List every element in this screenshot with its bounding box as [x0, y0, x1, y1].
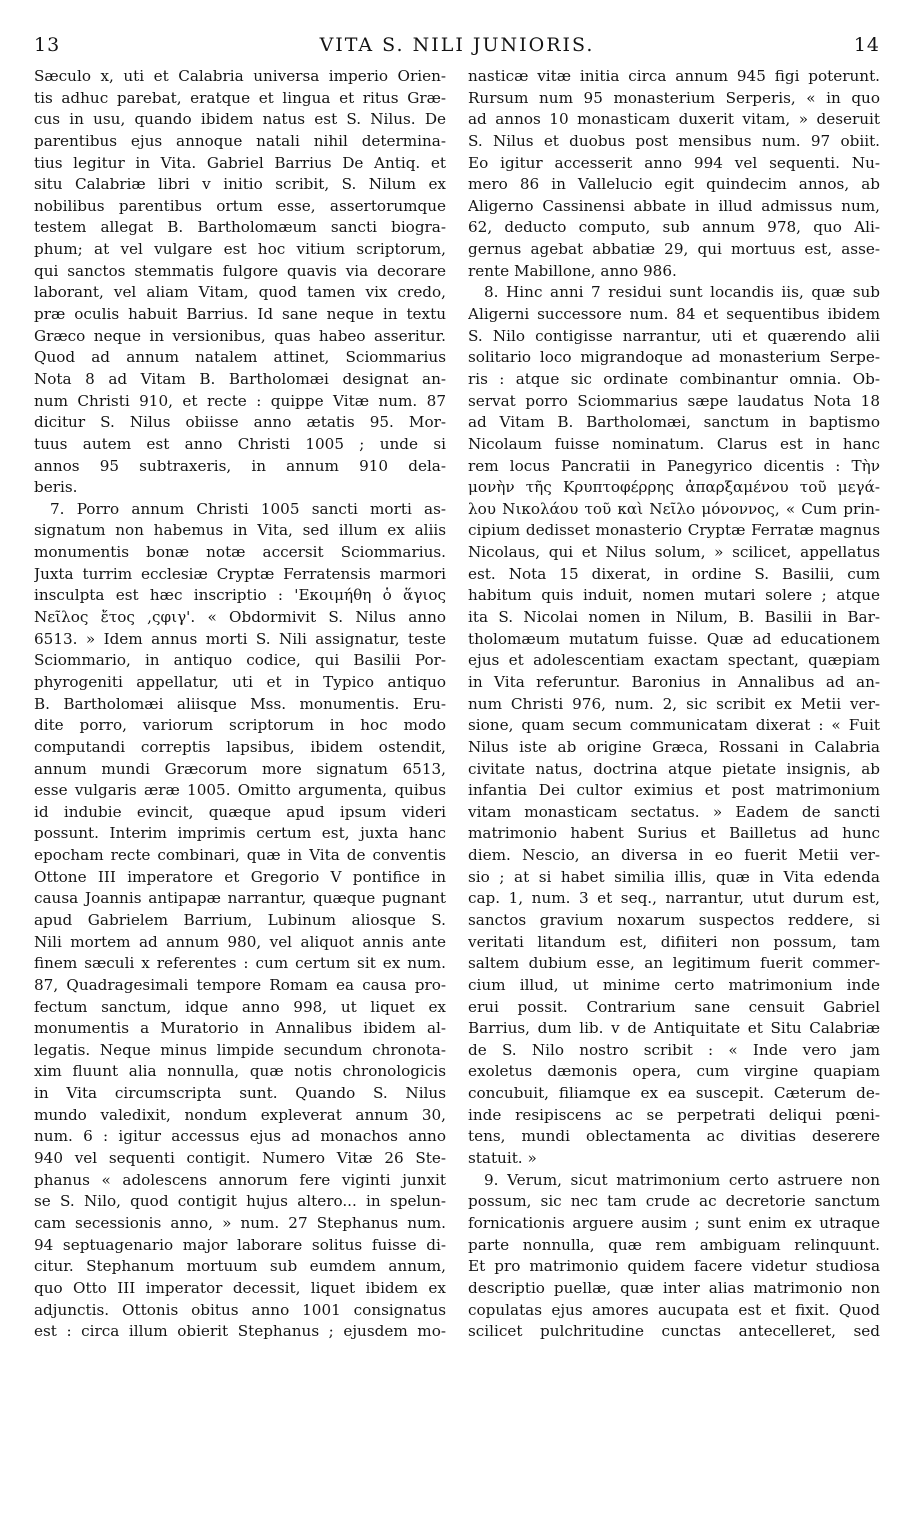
text-line: 940 vel sequenti contigit. Numero Vitæ 26 Ste- — [34, 1149, 446, 1168]
text-line: servat porro Sciommarius sæpe laudatus Nota 18 — [468, 391, 880, 410]
text-line: phyrogeniti appellatur, uti et in Typico antiquo — [34, 672, 446, 691]
text-line: possum, sic nec tam crude ac decretorie sanctum — [468, 1192, 880, 1211]
text-line: habitum quis induit, nomen mutari solere ; atque — [468, 586, 880, 605]
text-line: ris : atque sic ordinate combinantur omnia. Ob- — [468, 369, 880, 388]
text-line: signatum non habemus in Vita, sed illum ex aliis — [34, 521, 446, 540]
text-line: num Christi 976, num. 2, sic scribit ex Metii ver- — [468, 694, 880, 713]
text-line: num. 6 : igitur accessus ejus ad monachos anno — [34, 1127, 446, 1146]
text-line: testem allegat B. Bartholomæum sancti biogra- — [34, 218, 446, 237]
text-line: B. Bartholomæi aliisque Mss. monumentis. Eru- — [34, 694, 446, 713]
text-line: ejus et adolescentiam exactam spectant, quæpiam — [468, 651, 880, 670]
text-line: cipium dedisset monasterio Cryptæ Ferratæ magnus — [468, 521, 880, 540]
text-line: mundo valedixit, nondum expleverat annum 30, — [34, 1105, 446, 1124]
text-line: de S. Nilo nostro scribit : « Inde vero jam — [468, 1040, 880, 1059]
text-line: S. Nilus et duobus post mensibus num. 97 obiit. — [468, 131, 880, 150]
text-line: Nilus iste ab origine Græca, Rossani in Calabria — [468, 737, 880, 756]
text-line: in Vita referuntur. Baronius in Annalibus ad an- — [468, 672, 880, 691]
text-line: beris. — [34, 478, 78, 497]
right-text-column — [468, 66, 880, 1526]
text-line: saltem dubium esse, an legitimum fuerit commer- — [468, 954, 880, 973]
text-line: causa Joannis antipapæ narrantur, quæque pugnant — [34, 889, 446, 908]
text-line: Sæculo x, uti et Calabria universa imperio Orien- — [34, 67, 446, 85]
text-line: est. Nota 15 dixerat, in ordine S. Basilii, cum — [468, 564, 880, 583]
text-line: ad Vitam B. Bartholomæi, sanctum in baptismo — [468, 413, 880, 432]
text-line: legatis. Neque minus limpide secundum chronota- — [34, 1040, 446, 1059]
page-header — [34, 34, 880, 60]
text-line: annum mundi Græcorum more signatum 6513, — [34, 759, 446, 778]
text-line: Græco neque in versionibus, quas habeo asseritur. — [34, 326, 446, 345]
text-line: μονὴν τῆς Κρυπτοφέρρης ἀπαρξαμένου τοῦ μεγά- — [468, 478, 880, 497]
text-line: vitam monasticam sectatus. » Eadem de sancti — [468, 802, 880, 821]
text-line: solitario loco migrandoque ad monasterium Serpe- — [468, 348, 880, 367]
text-line: Barrius, dum lib. v de Antiquitate et Situ Calabriæ — [468, 1019, 880, 1038]
text-line: citur. Stephanum mortuum sub eumdem annum, — [34, 1257, 446, 1276]
text-line: cap. 1, num. 3 et seq., narrantur, utut durum est, — [468, 889, 880, 908]
text-line: Sciommario, in antiquo codice, qui Basilii Por- — [34, 651, 446, 670]
text-line: tius legitur in Vita. Gabriel Barrius De Antiq. et — [34, 153, 446, 172]
text-line: situ Calabriæ libri v initio scribit, S. Nilum ex — [34, 175, 446, 194]
text-line: cium illud, ut minime certo matrimonium inde — [468, 975, 880, 994]
page-number-right: 14 — [853, 34, 880, 56]
text-line: Et pro matrimonio quidem facere videtur studiosa — [468, 1257, 880, 1276]
text-line: tuus autem est anno Christi 1005 ; unde si — [34, 434, 446, 453]
text-line: exoletus dæmonis opera, cum virgine quapiam — [468, 1062, 880, 1081]
text-line: Eo igitur accesserit anno 994 vel sequenti. Nu- — [468, 153, 880, 172]
text-line: S. Nilo contigisse narrantur, uti et quærendo alii — [468, 326, 880, 345]
text-line: Nicolaus, qui et Nilus solum, » scilicet, appellatus — [468, 543, 880, 562]
text-line: 7. Porro annum Christi 1005 sancti morti as- — [50, 499, 446, 518]
text-line: adjunctis. Ottonis obitus anno 1001 consignatus — [34, 1300, 446, 1319]
text-line: laborant, vel aliam Vitam, quod tamen vix credo, — [34, 283, 446, 302]
text-line: annos 95 subtraxeris, in annum 910 dela- — [34, 456, 446, 475]
text-line: se S. Nilo, quod contigit hujus altero... in spelun- — [34, 1192, 446, 1211]
text-line: Ottone III imperatore et Gregorio V pontifice in — [34, 867, 446, 886]
text-line: rente Mabillone, anno 986. — [468, 261, 677, 280]
text-line: 94 septuagenario major laborare solitus fuisse di- — [34, 1235, 446, 1254]
text-line: 62, deducto computo, sub annum 978, quo Ali- — [468, 218, 880, 237]
text-line: tholomæum mutatum fuisse. Quæ ad educationem — [468, 629, 880, 648]
text-line: computandi correptis lapsibus, ibidem ostendit, — [34, 737, 446, 756]
text-line: cam secessionis anno, » num. 27 Stephanus num. — [34, 1213, 446, 1232]
text-line: Nota 8 ad Vitam B. Bartholomæi designat an- — [34, 369, 446, 388]
text-line: id indubie evincit, quæque apud ipsum videri — [34, 802, 446, 821]
text-line: parte nonnulla, quæ rem ambiguam relinquunt. — [468, 1235, 880, 1254]
text-line: quo Otto III imperator decessit, liquet ibidem ex — [34, 1278, 446, 1297]
text-line: matrimonio habent Surius et Bailletus ad hunc — [468, 824, 880, 843]
text-line: Rursum num 95 monasterium Serperis, « in quo — [468, 88, 880, 107]
text-line: phanus « adolescens annorum fere viginti junxit — [34, 1170, 446, 1189]
text-line: sione, quam secum communicatam dixerat : « Fuit — [468, 716, 880, 735]
text-line: phum; at vel vulgare est hoc vitium scriptorum, — [34, 240, 446, 259]
text-line: statuit. » — [468, 1149, 537, 1168]
text-line: ita S. Nicolai nomen in Nilum, B. Basilii in Bar- — [468, 608, 880, 627]
text-line: 6513. » Idem annus morti S. Nili assignatur, teste — [34, 629, 446, 648]
text-line: gernus agebat abbatiæ 29, qui mortuus est, asse- — [468, 240, 880, 259]
text-line: ad annos 10 monasticam duxerit vitam, » deseruit — [468, 110, 880, 129]
text-line: civitate natus, doctrina atque pietate insignis, ab — [468, 759, 880, 778]
text-line: infantia Dei cultor eximius et post matrimonium — [468, 781, 880, 800]
text-line: Nili mortem ad annum 980, vel aliquot annis ante — [34, 932, 446, 951]
text-line: insculpta est hæc inscriptio : 'Εκοιμήθη ὁ ἅγιος — [34, 586, 446, 605]
text-line: concubuit, filiamque ex ea suscepit. Cæterum de- — [468, 1084, 880, 1103]
text-line: veritati litandum est, difiiteri non possum, tam — [468, 932, 880, 951]
text-line: dicitur S. Nilus obiisse anno ætatis 95. Mor- — [34, 413, 446, 432]
text-line: in Vita circumscripta sunt. Quando S. Nilus — [34, 1084, 446, 1103]
text-line: cus in usu, quando ibidem natus est S. Nilus. De — [34, 110, 446, 129]
text-line: Nicolaum fuisse nominatum. Clarus est in hanc — [468, 434, 880, 453]
text-line: apud Gabrielem Barrium, Lubinum aliosque S. — [34, 910, 446, 929]
text-line: esse vulgaris æræ 1005. Omitto argumenta, quibus — [34, 781, 446, 800]
text-line: 87, Quadragesimali tempore Romam ea causa pro- — [34, 975, 446, 994]
text-line: finem sæculi x referentes : cum certum sit ex num. — [34, 954, 446, 973]
text-line: possunt. Interim imprimis certum est, juxta hanc — [34, 824, 446, 843]
text-line: diem. Nescio, an diversa in eo fuerit Metii ver- — [468, 846, 880, 865]
text-line: nobilibus parentibus ortum esse, assertorumque — [34, 196, 446, 215]
text-line: inde resipiscens ac se perpetrati deliqui pœni- — [468, 1105, 880, 1124]
text-line: tens, mundi oblectamenta ac divitias deserere — [468, 1127, 880, 1146]
text-line: præ oculis habuit Barrius. Id sane neque in textu — [34, 305, 446, 324]
text-line: 9. Verum, sicut matrimonium certo astruere non — [484, 1170, 880, 1189]
text-line: 8. Hinc anni 7 residui sunt locandis iis, quæ sub — [484, 283, 880, 302]
text-line: scilicet pulchritudine cunctas antecelleret, sed — [468, 1322, 880, 1341]
text-line: nasticæ vitæ initia circa annum 945 figi poterunt. — [468, 67, 880, 85]
text-line: qui sanctos stemmatis fulgore quavis via decorare — [34, 261, 446, 280]
left-text-column — [34, 66, 446, 1526]
text-line: fornicationis arguere ausim ; sunt enim ex utraque — [468, 1213, 880, 1232]
text-line: xim fluunt alia nonnulla, quæ notis chronologicis — [34, 1062, 446, 1081]
text-line: num Christi 910, et recte : quippe Vitæ num. 87 — [34, 391, 446, 410]
text-line: Quod ad annum natalem attinet, Sciommarius — [34, 348, 446, 367]
text-line: monumentis a Muratorio in Annalibus ibidem al- — [34, 1019, 446, 1038]
text-line: rem locus Pancratii in Panegyrico dicentis : Τὴν — [468, 456, 880, 475]
text-line: copulatas ejus amores aucupata est et fixit. Quod — [468, 1300, 880, 1319]
text-line: Νεῖλος ἔτος ,ςφιγ'. « Obdormivit S. Nilus anno — [34, 608, 446, 627]
text-line: parentibus ejus annoque natali nihil determina- — [34, 131, 446, 150]
text-line: descriptio puellæ, quæ inter alias matrimonio non — [468, 1278, 880, 1297]
text-line: erui possit. Contrarium sane censuit Gabriel — [468, 997, 880, 1016]
text-line: λου Νικολάου τοῦ καὶ Νεῖλο μόνοννος, « Cum prin- — [468, 499, 880, 518]
text-line: Aligerni successore num. 84 et sequentibus ibidem — [468, 305, 880, 324]
text-line: fectum sanctum, idque anno 998, ut liquet ex — [34, 997, 446, 1016]
text-line: epocham recte combinari, quæ in Vita de conventis — [34, 846, 446, 865]
text-line: monumentis bonæ notæ accersit Sciommarius. — [34, 543, 446, 562]
text-line: tis adhuc parebat, eratque et lingua et ritus Græ- — [34, 88, 446, 107]
page-number-left: 13 — [34, 34, 61, 56]
text-line: Aligerno Cassinensi abbate in illud admissus num, — [468, 196, 880, 215]
text-line: sanctos gravium noxarum suspectos reddere, si — [468, 910, 880, 929]
running-title: VITA S. NILI JUNIORIS. — [319, 34, 595, 56]
text-line: mero 86 in Vallelucio egit quindecim annos, ab — [468, 175, 880, 194]
text-line: Juxta turrim ecclesiæ Cryptæ Ferratensis marmori — [34, 564, 446, 583]
text-line: sio ; at si habet similia illis, quæ in Vita edenda — [468, 867, 880, 886]
text-line: dite porro, variorum scriptorum in hoc modo — [34, 716, 446, 735]
text-line: est : circa illum obierit Stephanus ; ejusdem mo- — [34, 1322, 446, 1341]
